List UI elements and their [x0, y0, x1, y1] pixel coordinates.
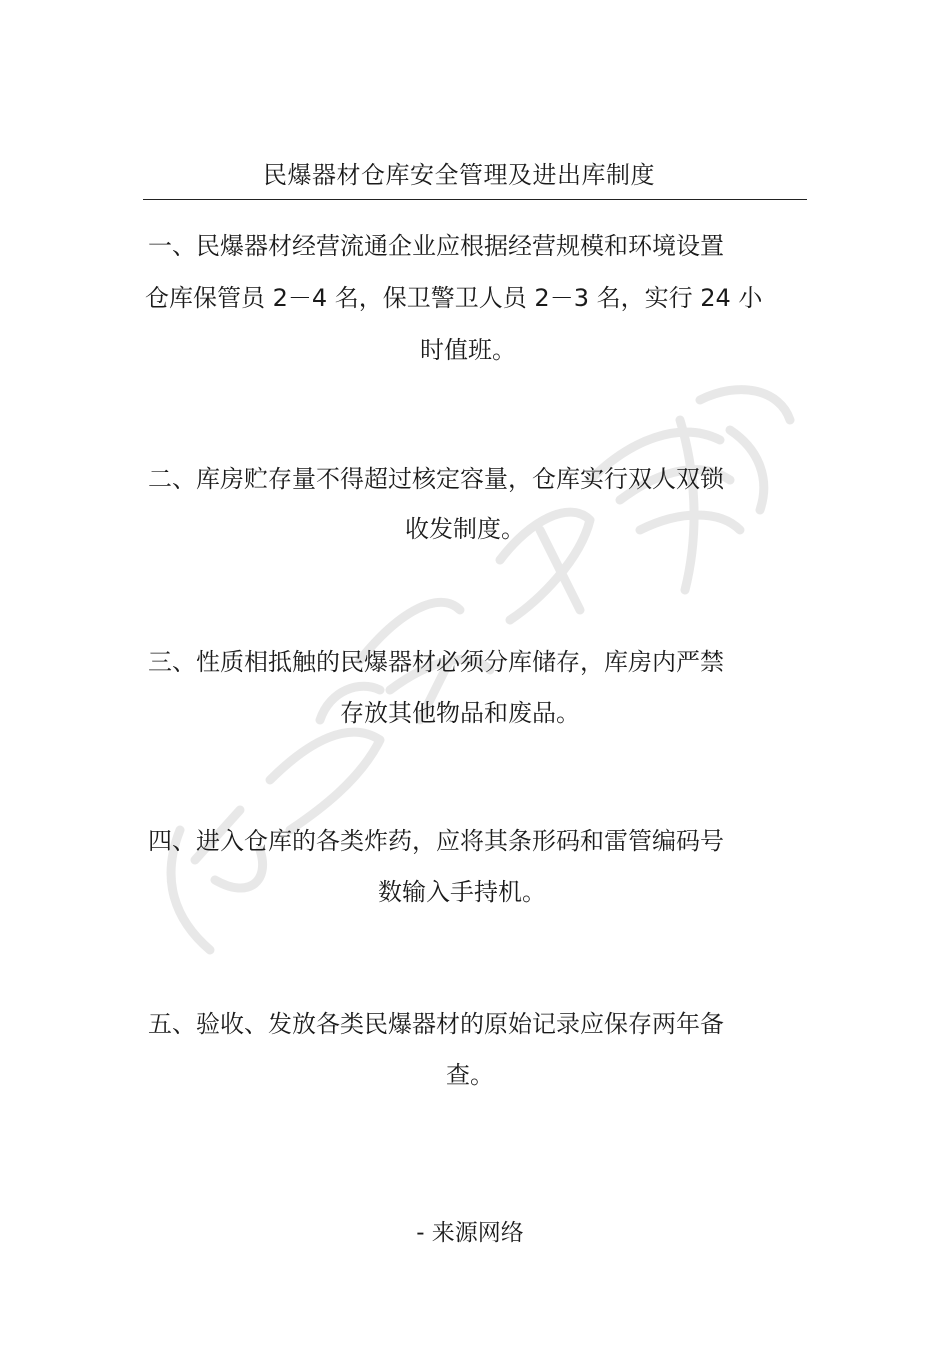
item-1-line-3: 时值班。 — [420, 336, 516, 364]
title-underline — [143, 199, 807, 200]
item-3-line-1: 三、性质相抵触的民爆器材必须分库储存，库房内严禁 — [148, 648, 724, 676]
item-5-line-1: 五、验收、发放各类民爆器材的原始记录应保存两年备 — [148, 1010, 724, 1038]
document-title: 民爆器材仓库安全管理及进出库制度 — [263, 161, 655, 189]
item-1-line-2: 仓库保管员 2－4 名，保卫警卫人员 2－3 名，实行 24 小 — [145, 284, 763, 312]
item-5-line-2: 查。 — [446, 1061, 494, 1089]
source-footer: - 来源网络 — [416, 1220, 524, 1246]
item-1-line-1: 一、民爆器材经营流通企业应根据经营规模和环境设置 — [148, 232, 724, 260]
item-2-line-1: 二、库房贮存量不得超过核定容量，仓库实行双人双锁 — [148, 465, 724, 493]
item-4-line-2: 数输入手持机。 — [378, 878, 546, 906]
item-3-line-2: 存放其他物品和废品。 — [340, 699, 580, 727]
item-4-line-1: 四、进入仓库的各类炸药，应将其条形码和雷管编码号 — [148, 827, 724, 855]
item-2-line-2: 收发制度。 — [405, 515, 525, 543]
